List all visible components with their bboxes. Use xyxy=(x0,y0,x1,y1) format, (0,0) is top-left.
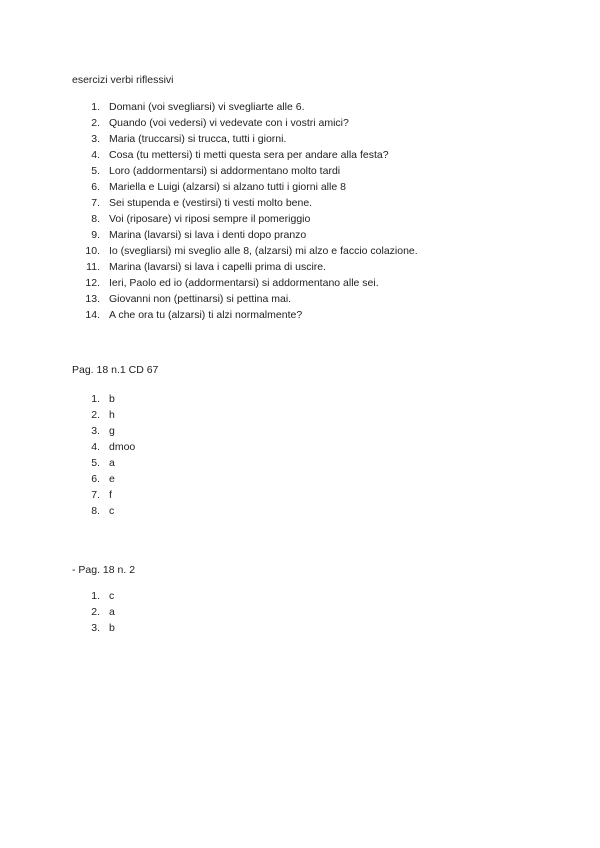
list-item-number: 3. xyxy=(91,133,100,145)
list-item-text: h xyxy=(109,409,115,421)
list-item xyxy=(72,195,418,211)
list-item xyxy=(72,439,135,455)
list-item xyxy=(72,391,135,407)
list-item-text: Quando (voi vedersi) vi vedevate con i vostri amici? xyxy=(109,117,349,129)
list-item-text: Voi (riposare) vi riposi sempre il pomeriggio xyxy=(109,213,311,225)
list-item-number: 4. xyxy=(91,441,100,453)
list-item-text: Giovanni non (pettinarsi) si pettina mai. xyxy=(109,293,292,305)
list-item-number: 6. xyxy=(91,473,100,485)
exercise-list xyxy=(72,99,418,323)
list-item xyxy=(72,307,418,323)
list-item-text: f xyxy=(109,489,112,501)
section-title-esercizi: esercizi verbi riflessivi xyxy=(72,74,174,86)
list-item-text: b xyxy=(109,393,115,405)
list-item-number: 2. xyxy=(91,117,100,129)
list-item-number: 12. xyxy=(85,277,100,289)
section-title-pag18-n1: Pag. 18 n.1 CD 67 xyxy=(72,364,159,376)
list-item-number: 3. xyxy=(91,425,100,437)
list-item-number: 1. xyxy=(91,393,100,405)
list-item-number: 1. xyxy=(91,101,100,113)
list-item-text: a xyxy=(109,457,115,469)
list-item xyxy=(72,243,418,259)
list-item xyxy=(72,259,418,275)
list-item-text: Sei stupenda e (vestirsi) ti vesti molto bene. xyxy=(109,197,313,209)
list-item xyxy=(72,163,418,179)
list-item-text: Loro (addormentarsi) si addormentano molto tardi xyxy=(109,165,341,177)
list-item-number: 7. xyxy=(91,489,100,501)
list-item-number: 5. xyxy=(91,457,100,469)
list-item-number: 2. xyxy=(91,606,100,618)
answer-list-n2 xyxy=(72,588,115,636)
list-item-text: Marina (lavarsi) si lava i denti dopo pranzo xyxy=(109,229,307,241)
list-item-text: a xyxy=(109,606,115,618)
section-title-pag18-n2: - Pag. 18 n. 2 xyxy=(72,564,136,576)
list-item-number: 14. xyxy=(85,309,100,321)
list-item xyxy=(72,588,115,604)
list-item-number: 3. xyxy=(91,622,100,634)
list-item-number: 2. xyxy=(91,409,100,421)
list-item-number: 13. xyxy=(85,293,100,305)
list-item-text: b xyxy=(109,622,115,634)
list-item-text: c xyxy=(109,590,115,602)
list-item-number: 11. xyxy=(86,261,100,273)
list-item-text: Io (svegliarsi) mi sveglio alle 8, (alzarsi) mi alzo e faccio colazione. xyxy=(109,245,418,257)
list-item-text: Cosa (tu mettersi) ti metti questa sera per andare alla festa? xyxy=(109,149,389,161)
list-item xyxy=(72,291,418,307)
answer-list-n1 xyxy=(72,391,135,519)
list-item xyxy=(72,131,418,147)
list-item-text: Mariella e Luigi (alzarsi) si alzano tutti i giorni alle 8 xyxy=(109,181,346,193)
list-item xyxy=(72,503,135,519)
list-item xyxy=(72,179,418,195)
list-item-text: Ieri, Paolo ed io (addormentarsi) si addormentano alle sei. xyxy=(109,277,379,289)
list-item-text: Marina (lavarsi) si lava i capelli prima di uscire. xyxy=(109,261,327,273)
list-item-number: 10. xyxy=(85,245,100,257)
list-item-text: g xyxy=(109,425,115,437)
list-item-text: dmoo xyxy=(109,441,136,453)
list-item-number: 8. xyxy=(91,505,100,517)
list-item-text: c xyxy=(109,505,115,517)
list-item-number: 4. xyxy=(91,149,100,161)
list-item xyxy=(72,455,135,471)
list-item-number: 9. xyxy=(91,229,100,241)
list-item xyxy=(72,147,418,163)
list-item-number: 1. xyxy=(91,590,100,602)
list-item xyxy=(72,604,115,620)
list-item xyxy=(72,99,418,115)
list-item xyxy=(72,620,115,636)
list-item-number: 6. xyxy=(91,181,100,193)
list-item-number: 8. xyxy=(91,213,100,225)
list-item xyxy=(72,227,418,243)
list-item-text: Maria (truccarsi) si trucca, tutti i giorni. xyxy=(109,133,287,145)
list-item xyxy=(72,275,418,291)
list-item xyxy=(72,423,135,439)
list-item-text: A che ora tu (alzarsi) ti alzi normalmente? xyxy=(109,309,303,321)
list-item-text: Domani (voi svegliarsi) vi svegliarte alle 6. xyxy=(109,101,305,113)
list-item xyxy=(72,487,135,503)
list-item xyxy=(72,115,418,131)
list-item-number: 7. xyxy=(91,197,100,209)
list-item-text: e xyxy=(109,473,115,485)
list-item xyxy=(72,211,418,227)
list-item xyxy=(72,471,135,487)
list-item xyxy=(72,407,135,423)
list-item-number: 5. xyxy=(91,165,100,177)
